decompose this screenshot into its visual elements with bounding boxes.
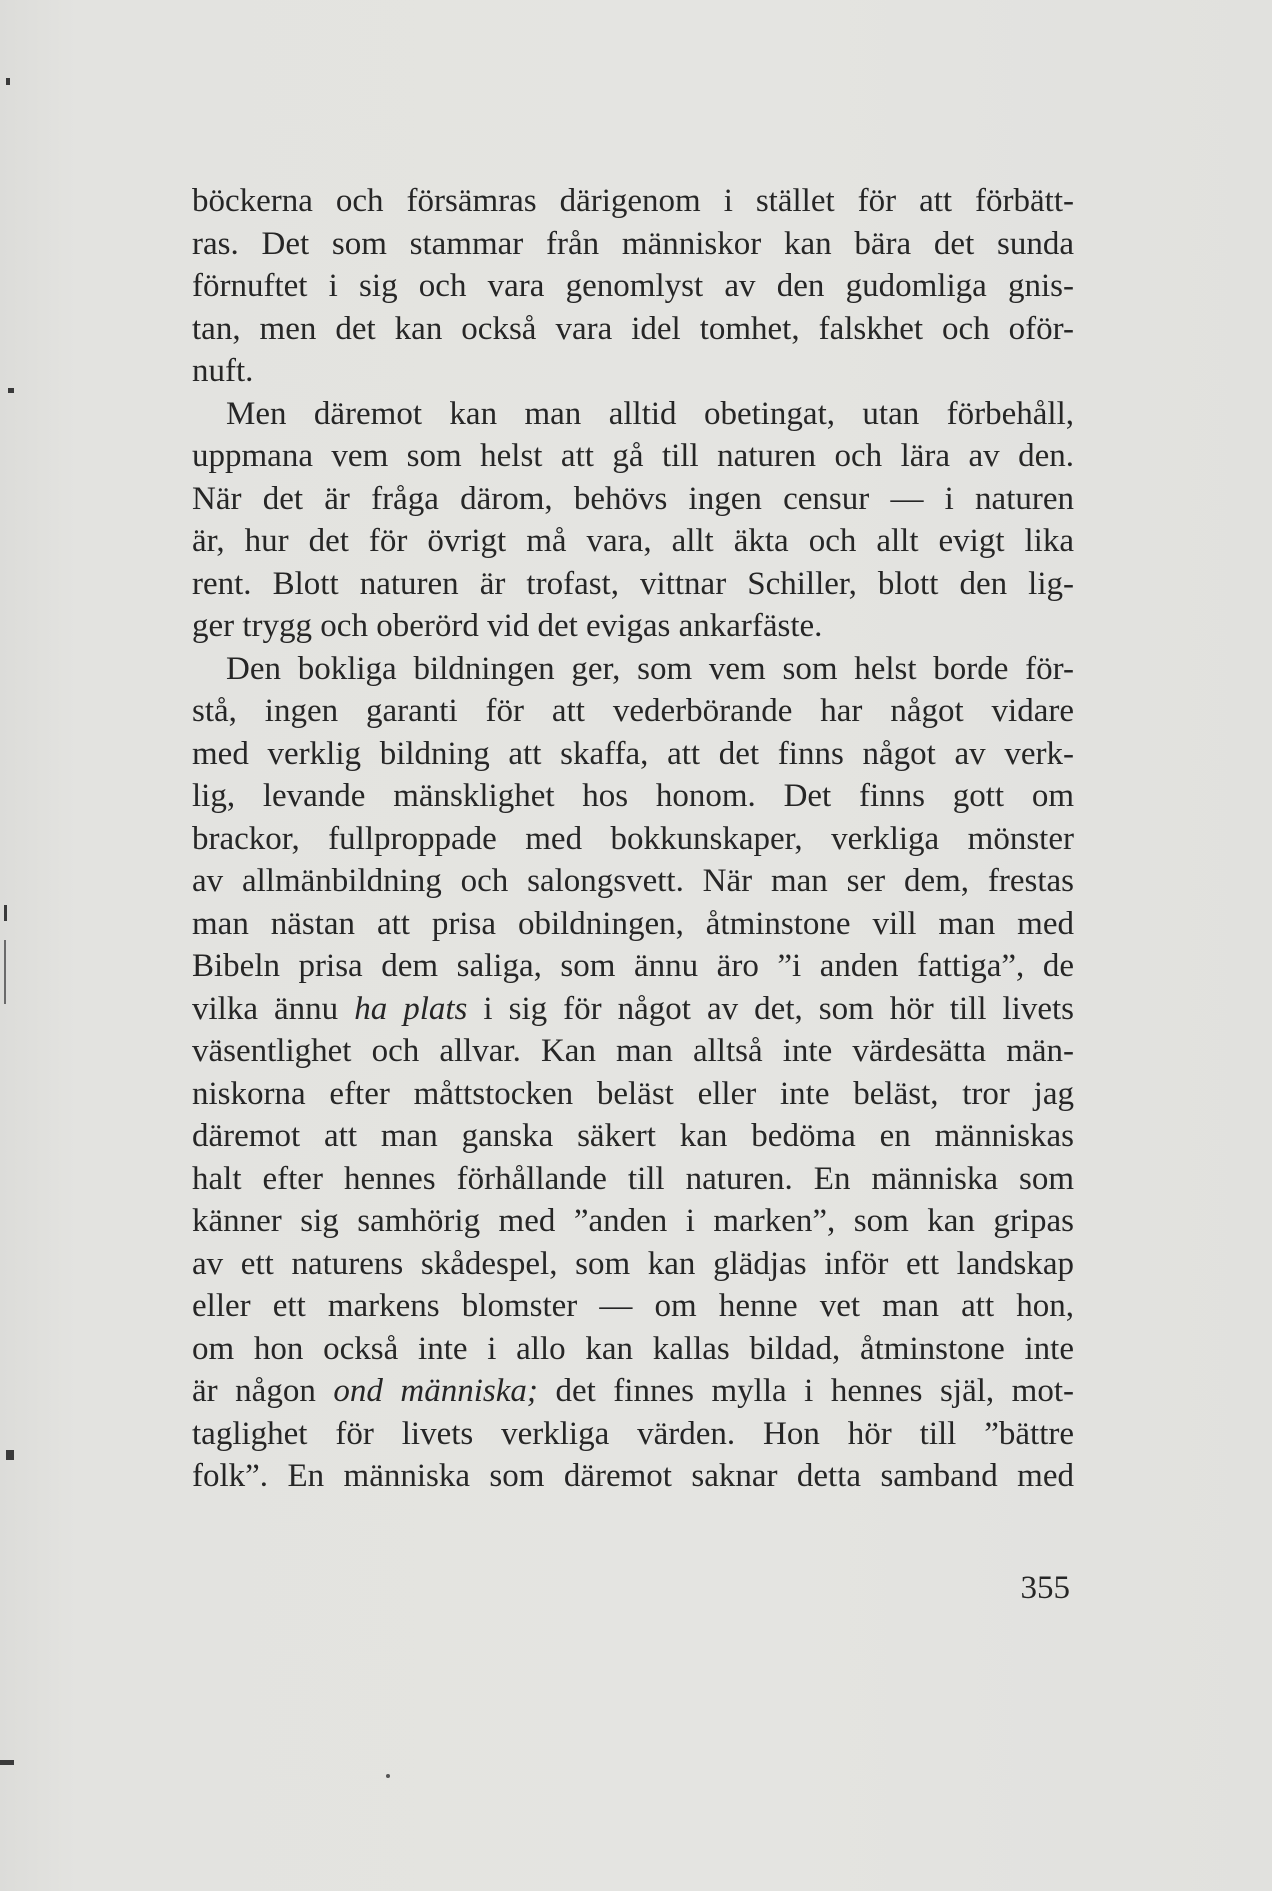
text-line: Bibeln prisa dem saliga, som ännu äro ”i anden fattiga”, de [192,948,1074,984]
text-line: ras. Det som stammar från människor kan bära det sunda [192,225,1074,262]
text-line: lig, levande mänsklighet hos honom. Det finns gott om [192,778,1074,814]
speck [386,1774,390,1778]
text-line: med verklig bildning att skaffa, att det finns något av verk- [192,735,1074,772]
text-line: förnuftet i sig och vara genomlyst av den gudomliga gnis- [192,268,1074,304]
text-line: däremot att man ganska säkert kan bedöma en människas [192,1118,1074,1154]
text-line: uppmana vem som helst att gå till naturen och lära av den. [192,438,1074,474]
text-line: vilka ännu ha plats i sig för något av det, som hör till livets [192,990,1074,1027]
italic-phrase: ond människa; [333,1373,538,1409]
page-number: 355 [1020,1570,1070,1606]
text-line: väsentlighet och allvar. Kan man alltså inte värdesätta män- [192,1033,1074,1069]
italic-phrase: ha plats [354,990,468,1027]
paragraph-start-line: Men däremot kan man alltid obetingat, utan förbehåll, [226,395,1074,432]
text-line: taglighet för livets verkliga värden. Hon hör till ”bättre [192,1415,1074,1452]
body-text [192,180,1074,1498]
text-line: man nästan att prisa obildningen, åtminstone vill man med [192,905,1074,942]
text-line: av allmänbildning och salongsvett. När man ser dem, frestas [192,863,1074,899]
text-line: om hon också inte i allo kan kallas bildad, åtminstone inte [192,1330,1074,1367]
margin-mark [6,1450,14,1460]
text-line: är, hur det för övrigt må vara, allt äkta och allt evigt lika [192,523,1074,559]
text-line: brackor, fullproppade med bokkunskaper, verkliga mönster [192,820,1074,857]
text-line: ger trygg och oberörd vid det evigas ankarfäste. [192,608,823,644]
text-line: eller ett markens blomster — om henne vet man att hon, [192,1288,1074,1324]
text-line: tan, men det kan också vara idel tomhet, falskhet och oför- [192,310,1074,347]
text-line: folk”. En människa som däremot saknar detta samband med [192,1458,1074,1494]
text-line: nuft. [192,353,254,389]
text-line: böckerna och försämras därigenom i stället för att förbätt- [192,183,1074,219]
text-line: är någon ond människa; det finnes mylla i hennes själ, mot- [192,1373,1074,1409]
text-line: När det är fråga därom, behövs ingen censur — i naturen [192,480,1074,517]
text-line: stå, ingen garanti för att vederbörande har något vidare [192,693,1074,729]
paragraph-start-line: Den bokliga bildningen ger, som vem som helst borde för- [226,650,1074,687]
text-line: rent. Blott naturen är trofast, vittnar Schiller, blott den lig- [192,565,1074,602]
text-line: av ett naturens skådespel, som kan glädjas inför ett landskap [192,1245,1074,1282]
text-line: känner sig samhörig med ”anden i marken”, som kan gripas [192,1203,1074,1239]
margin-mark [0,1760,14,1765]
margin-mark [4,905,7,921]
margin-mark [4,940,6,1004]
margin-mark [6,78,10,85]
text-line: halt efter hennes förhållande till naturen. En människa som [192,1160,1074,1197]
text-line: niskorna efter måttstocken beläst eller inte beläst, tror jag [192,1075,1074,1112]
margin-mark [8,388,14,393]
